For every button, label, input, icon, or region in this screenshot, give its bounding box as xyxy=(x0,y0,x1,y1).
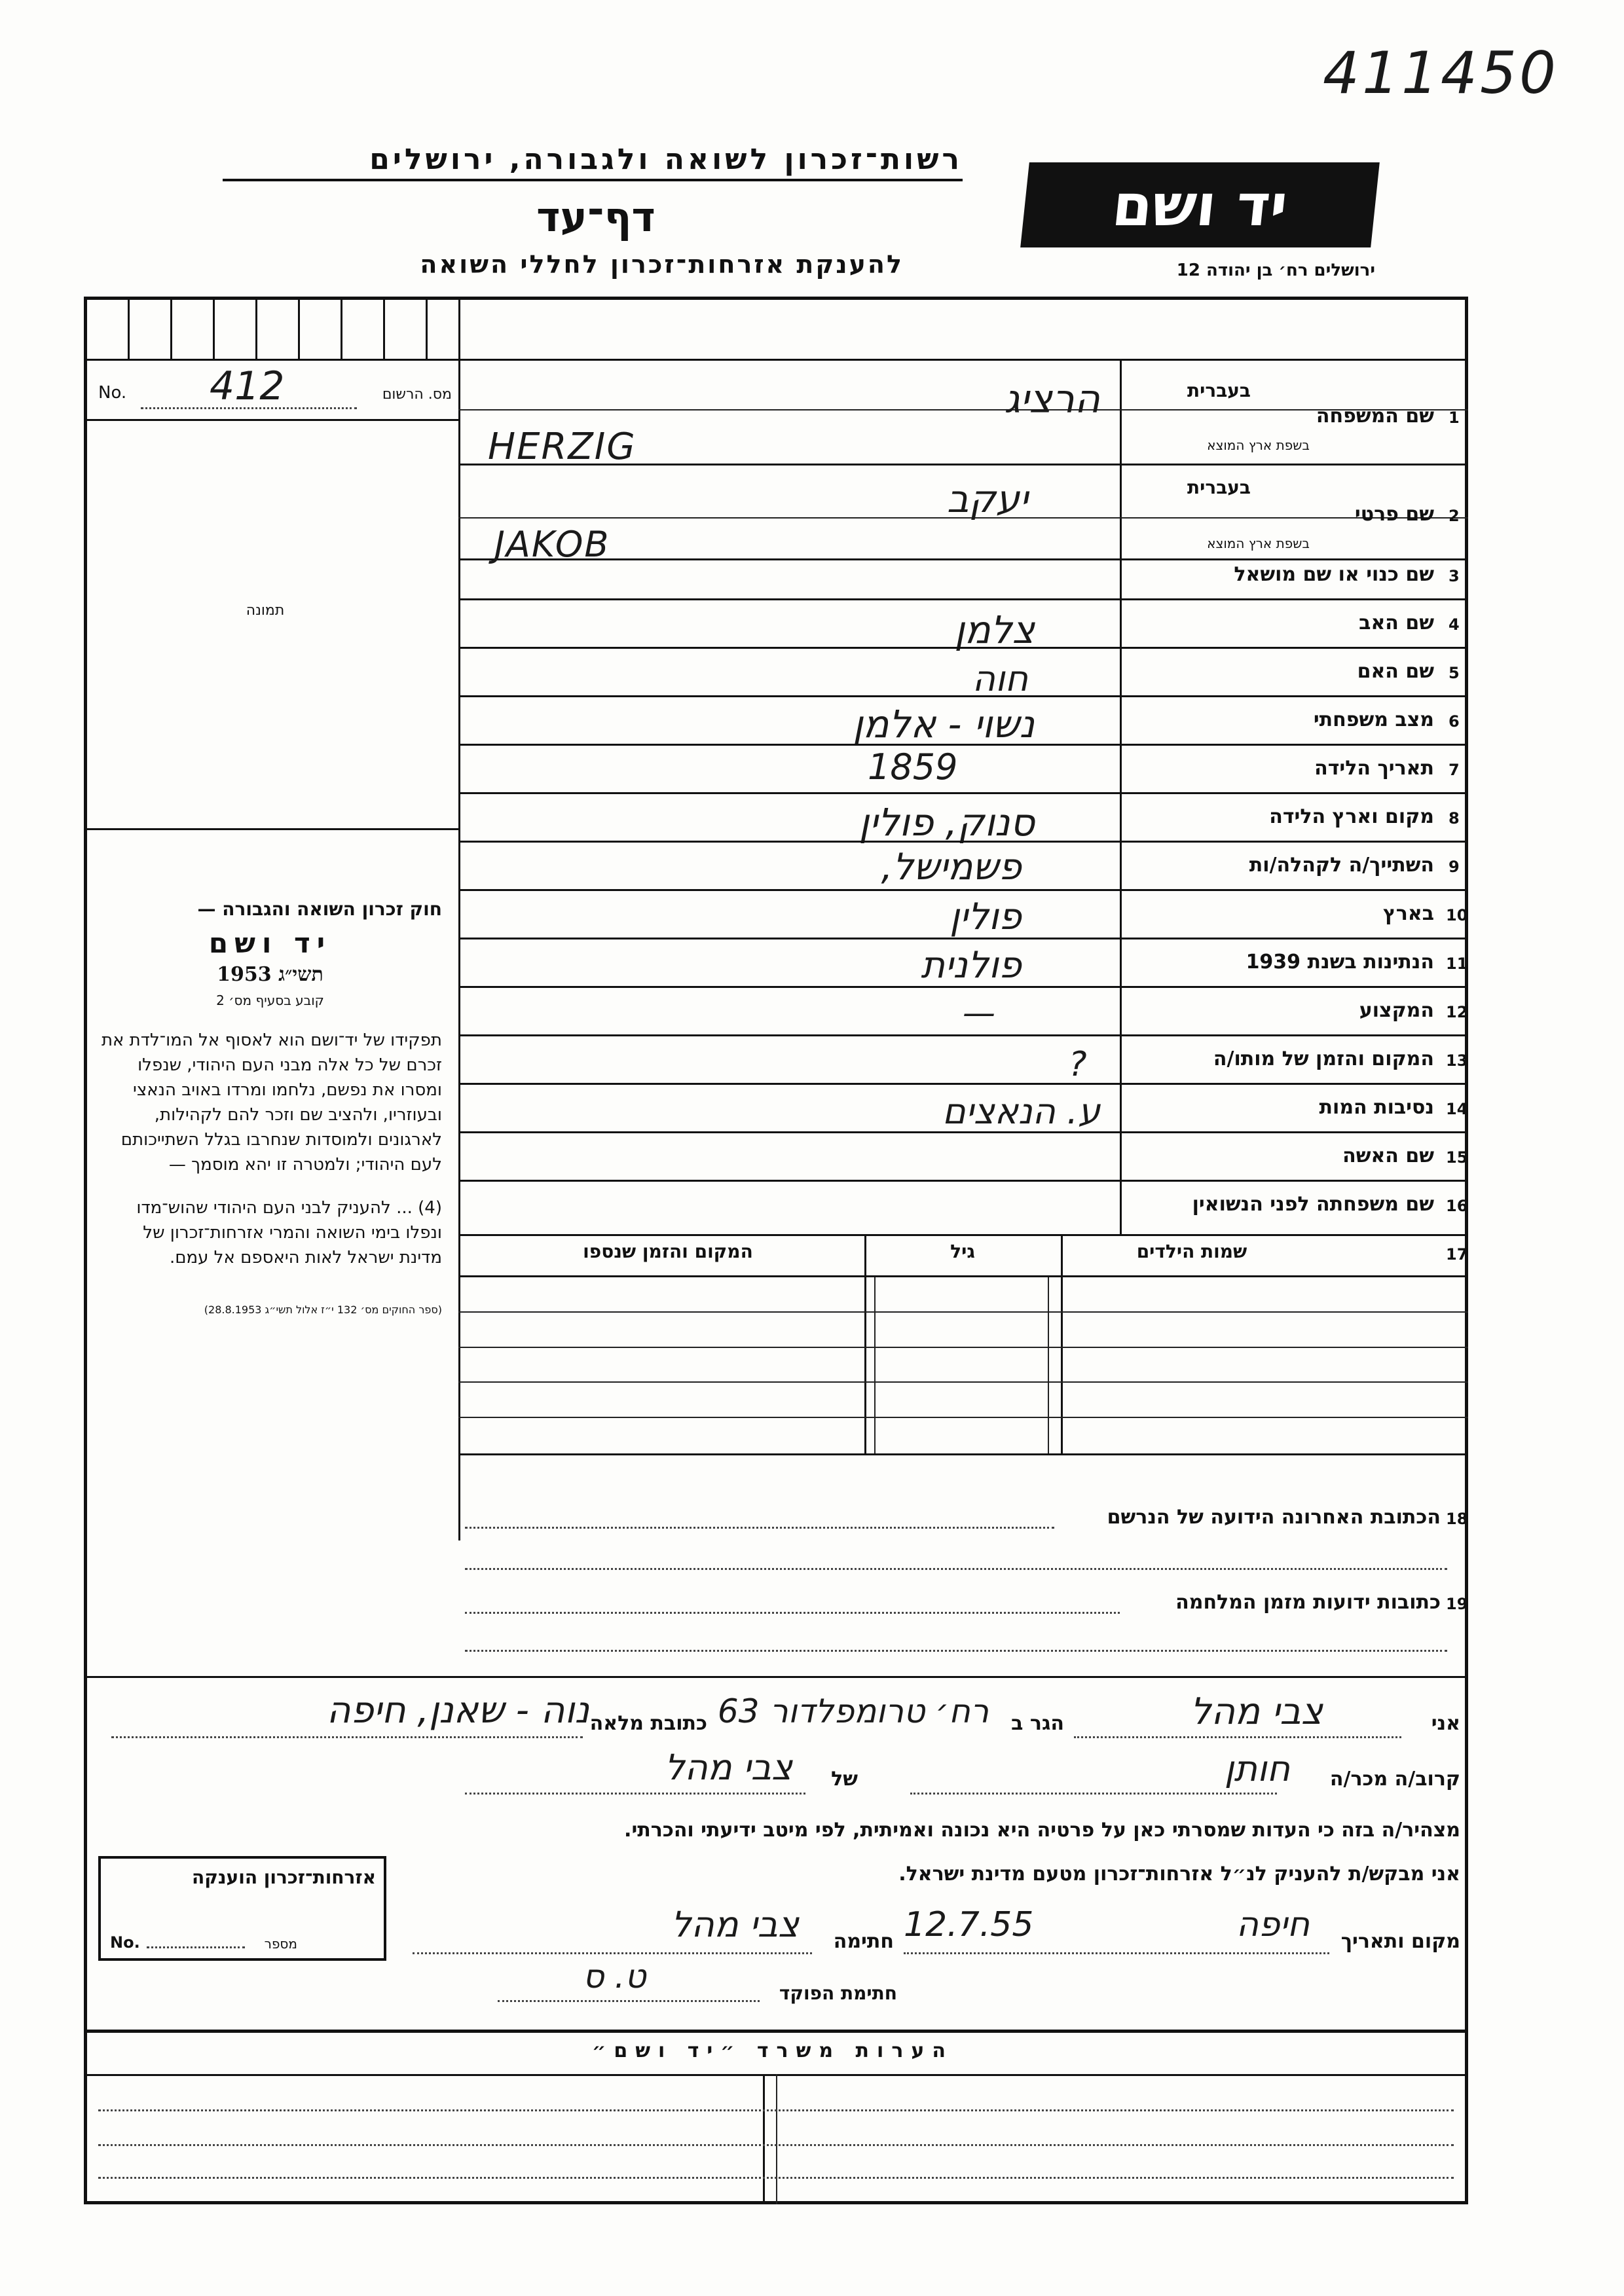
logo-text: יד ושם xyxy=(1109,171,1291,239)
law-year: תשי״ג 1953 xyxy=(217,963,323,986)
office-notes-title: הערות משרד ״יד ושם״ xyxy=(592,2039,953,2062)
field-2-sub-hebrew: בעברית xyxy=(1187,477,1251,498)
field-5-label: שם האם xyxy=(1357,660,1434,683)
officer-signature-label: חתימת הפוקד xyxy=(779,1982,897,2004)
field-3-label: שם כנוי או שם מושאל xyxy=(1234,563,1434,586)
of-label: של xyxy=(831,1768,858,1791)
declaration-statement: מצהיר/ה בזה כי העדות שמסרתי כאן על פרטיה היא נכונה ואמיתית, לפי מיטב ידיעתי והכרתי. xyxy=(624,1819,1460,1842)
law-paragraph-2: (4) ... להעניק לבני העם היהודי שהוש־מדו ונפלו בימי השואה והמרי אזרחות־זכרון של מדינת ישראל לאות היאספם אל עמם. xyxy=(136,1198,442,1267)
field-2-number: 2 xyxy=(1449,507,1460,525)
field-2-value-origin: JAKOB xyxy=(494,524,610,565)
relative-label: קרוב/ה מכר/ה xyxy=(1329,1768,1460,1791)
top-strip-line xyxy=(84,359,1468,361)
registration-no-heb-label: מס. הרשום xyxy=(382,386,452,403)
field-8-value: סנוק, פולין xyxy=(858,800,1035,845)
field-12-label: המקצוע xyxy=(1359,999,1434,1022)
page-subtitle: להענקת אזרחות־זכרון לחללי השואה xyxy=(420,250,904,279)
field-9-value: פשמישל, xyxy=(881,846,1022,888)
law-source: (ספר החוקים מס׳ 132 י״ז אלול תשי״ג 28.8.1953) xyxy=(204,1303,442,1316)
declarant-name: צבי מהל xyxy=(1190,1690,1323,1733)
declarant-street: רח׳ טרומפלדור 63 xyxy=(717,1692,989,1730)
declarant-city: נוה - שאנן, חיפה xyxy=(326,1689,589,1732)
field-19-number: 19 xyxy=(1446,1595,1468,1613)
field-6-label: מצב משפחתי xyxy=(1313,708,1434,731)
field-1-number: 1 xyxy=(1449,409,1460,427)
field-4-value: צלמן xyxy=(954,608,1035,652)
field-14-label: נסיבות המות xyxy=(1319,1096,1434,1119)
field-14-number: 14 xyxy=(1446,1100,1468,1118)
registration-no-value: 412 xyxy=(210,363,285,409)
law-paragraph-1: תפקידו של יד־ושם הוא לאסוף אל המו־לדת את זכרם של כל אלה מבני העם היהודי, שנפלו ומסרו את נפשם, נלחמו ומרדו באויב הנאצי ובעוזריו, ולהציב שם וזכר להם לקהילות, לארגונים ולמוסדות שנחרבו בגלל השתייכותם לעם היהודי; ולמטרה זו יהא מוסמך — xyxy=(101,1030,442,1175)
certificate-no-heb: מספר xyxy=(264,1936,297,1952)
certificate-no-label: No. xyxy=(110,1933,140,1952)
field-3-number: 3 xyxy=(1449,567,1460,585)
date-value: 12.7.55 xyxy=(904,1905,1034,1944)
field-1-value-origin: HERZIG xyxy=(488,426,637,468)
declarant-i-label: אני xyxy=(1431,1712,1460,1735)
certificate-title: אזרחות־זכרון הוענקה xyxy=(192,1867,376,1888)
law-block xyxy=(98,897,442,1317)
children-col-names: שמות הילדים xyxy=(1136,1241,1247,1262)
field-12-value: — xyxy=(963,994,995,1032)
place-value: חיפה xyxy=(1236,1905,1310,1944)
officer-signature-value: ט. ס xyxy=(583,1958,646,1995)
field-13-label: המקום והזמן של מותו/ה xyxy=(1213,1048,1434,1070)
yad-vashem-logo xyxy=(1020,162,1380,247)
field-2-sub-origin: בשפת ארץ המוצא xyxy=(1207,536,1310,551)
field-4-number: 4 xyxy=(1449,615,1460,634)
field-16-label: שם משפחתה לפני הנשואין xyxy=(1192,1193,1434,1216)
field-8-label: מקום וארץ הלידה xyxy=(1269,805,1434,828)
field-7-label: תאריך הלידה xyxy=(1314,757,1434,780)
field-18-number: 18 xyxy=(1446,1510,1468,1528)
declarant-full-address-label: כתובת מלאה xyxy=(589,1712,707,1735)
field-2-value-hebrew: יעקב xyxy=(947,477,1028,521)
certificate-box xyxy=(98,1856,386,1961)
field-7-number: 7 xyxy=(1449,761,1460,779)
signature-value: צבי מהל xyxy=(671,1904,799,1945)
of-name: צבי מהל xyxy=(664,1747,792,1788)
field-6-value: נשוי - אלמן xyxy=(853,702,1035,746)
field-19-label: כתובות ידועות מזמן המלחמה xyxy=(1175,1591,1441,1614)
field-12-number: 12 xyxy=(1446,1003,1468,1021)
law-title: חוק זכרון השואה והגבורה — xyxy=(197,898,442,920)
field-11-label: הנתינות בשנת 1939 xyxy=(1246,951,1434,974)
page-title: דף־עד xyxy=(536,193,655,241)
field-10-label: בארץ xyxy=(1382,902,1434,925)
relation-value: חותן xyxy=(1224,1748,1290,1789)
field-13-number: 13 xyxy=(1446,1051,1468,1070)
authority-line: רשות־זכרון לשואה ולגבורה, ירושלים xyxy=(223,143,963,181)
field-5-number: 5 xyxy=(1449,664,1460,682)
field-6-number: 6 xyxy=(1449,712,1460,731)
place-date-label: מקום ותאריך xyxy=(1340,1930,1460,1953)
field-9-number: 9 xyxy=(1449,858,1460,876)
header-address: ירושלים רח׳ בן יהודה 12 xyxy=(1176,261,1375,280)
registration-no-label: No. xyxy=(98,383,127,403)
field-16-number: 16 xyxy=(1446,1197,1468,1215)
children-col-place: המקום והזמן שנספו xyxy=(583,1241,753,1262)
field-15-label: שם האשה xyxy=(1342,1144,1434,1167)
children-col-age: גיל xyxy=(950,1241,975,1262)
field-10-value: פולין xyxy=(950,896,1022,938)
field-8-number: 8 xyxy=(1449,809,1460,828)
field-14-value: ע. הנאצים xyxy=(942,1091,1100,1132)
photo-label: תמונה xyxy=(246,602,285,619)
field-1-label: שם המשפחה xyxy=(1316,405,1434,428)
field-1-sub-origin: בשפת ארץ המוצא xyxy=(1207,437,1310,453)
field-15-number: 15 xyxy=(1446,1148,1468,1167)
law-clause: קובע בסעיף מס׳ 2 xyxy=(216,993,324,1008)
field-1-sub-hebrew: בעברית xyxy=(1187,380,1251,401)
field-4-label: שם האב xyxy=(1359,611,1434,634)
archive-number: 411450 xyxy=(1323,39,1559,107)
field-9-label: השתייך/ה לקהלה/ות xyxy=(1249,854,1434,877)
field-17-number: 17 xyxy=(1446,1245,1468,1264)
field-11-number: 11 xyxy=(1446,955,1468,973)
field-10-number: 10 xyxy=(1446,906,1468,924)
field-2-label: שם פרטי xyxy=(1354,503,1434,526)
declarant-lives-label: הגר ב xyxy=(1011,1712,1064,1735)
field-5-value: חוה xyxy=(972,658,1028,699)
field-13-value: ? xyxy=(1069,1045,1087,1084)
field-7-value: 1859 xyxy=(868,746,958,788)
law-name: יד ושם xyxy=(208,927,332,959)
signature-label: חתימה xyxy=(833,1930,894,1953)
request-statement: אני מבקש/ת להעניק לנ״ל אזרחות־זכרון מטעם מדינת ישראל. xyxy=(898,1863,1460,1886)
field-1-value-hebrew: הרציג xyxy=(1004,376,1100,422)
field-18-label: הכתובת האחרונה הידועה של הנרשם xyxy=(1107,1506,1441,1529)
field-11-value: פולנית xyxy=(921,944,1022,987)
